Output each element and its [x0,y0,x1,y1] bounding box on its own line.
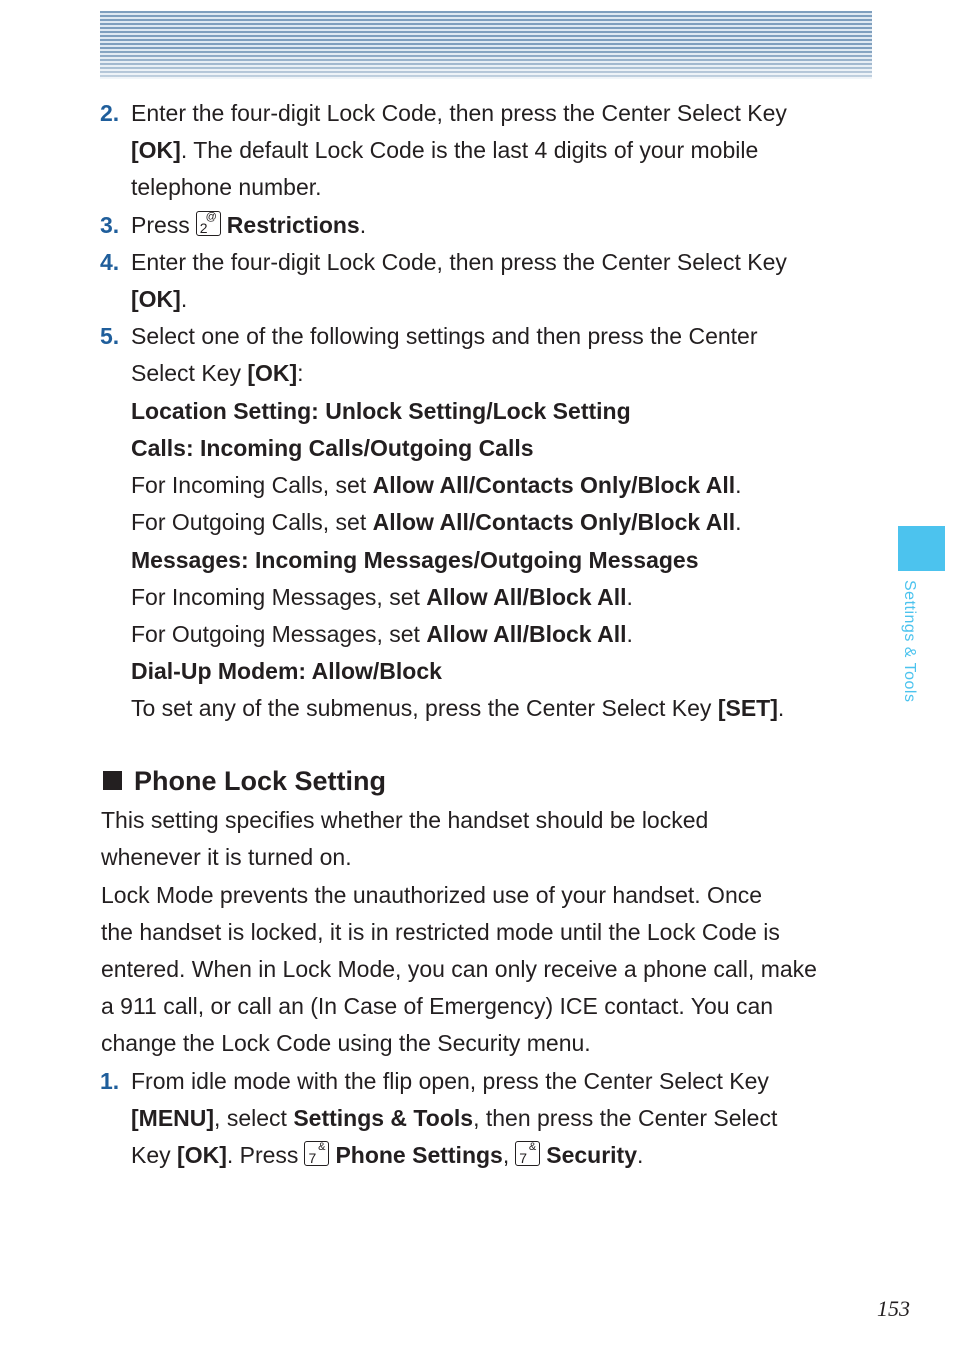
option-heading: Location Setting: Unlock Setting/Lock Setting [131,398,631,424]
keypad-7-icon: 7 & [515,1141,540,1166]
paragraph-line: change the Lock Code using the Security menu. [101,1030,591,1056]
step-number: 2. [100,100,120,126]
section-label: Settings & Tools [901,580,918,703]
header-band [100,11,872,79]
keypad-2-icon: 2 @ [196,211,221,236]
option-heading: Calls: Incoming Calls/Outgoing Calls [131,435,534,461]
step-number: 3. [100,212,120,238]
step-text: Enter the four-digit Lock Code, then press the Center Select Key [131,100,787,126]
paragraph-line: whenever it is turned on. [101,844,352,870]
step-text: From idle mode with the flip open, press the Center Select Key [131,1068,769,1094]
step-text: Enter the four-digit Lock Code, then press the Center Select Key [131,249,787,275]
paragraph-line: a 911 call, or call an (In Case of Emergency) ICE contact. You can [101,993,774,1019]
step-text: [OK]. [131,286,188,312]
paragraph-line: This setting specifies whether the handset should be locked [101,807,709,833]
step-text: Select one of the following settings and then press the Center [131,323,758,349]
step-text: Select Key [OK]: [131,360,304,386]
option-detail: To set any of the submenus, press the Center Select Key [SET]. [131,695,785,721]
step-text: Key [OK]. Press 7 & Phone Settings, 7 & Security. [131,1141,644,1168]
option-detail: For Outgoing Calls, set Allow All/Contacts Only/Block All. [131,509,742,535]
keypad-7-icon: 7 & [304,1141,329,1166]
option-detail: For Incoming Calls, set Allow All/Contacts Only/Block All. [131,472,742,498]
paragraph-line: Lock Mode prevents the unauthorized use of your handset. Once [101,882,763,908]
step-text: telephone number. [131,174,322,200]
page-number: 153 [877,1296,910,1321]
option-detail: For Outgoing Messages, set Allow All/Block All. [131,621,633,647]
step-text: [MENU], select Settings & Tools, then press the Center Select [131,1105,778,1131]
section-title: Phone Lock Setting [103,764,386,798]
step-text: Press 2 @ Restrictions. [131,211,367,238]
option-detail: For Incoming Messages, set Allow All/Block All. [131,584,633,610]
option-heading: Messages: Incoming Messages/Outgoing Messages [131,547,699,573]
option-heading: Dial-Up Modem: Allow/Block [131,658,442,684]
step-number: 4. [100,249,120,275]
square-bullet-icon [103,771,122,790]
step-text: [OK]. The default Lock Code is the last 4 digits of your mobile [131,137,759,163]
section-tab [898,526,945,571]
step-number: 5. [100,323,120,349]
paragraph-line: the handset is locked, it is in restricted mode until the Lock Code is [101,919,780,945]
paragraph-line: entered. When in Lock Mode, you can only receive a phone call, make [101,956,817,982]
step-number: 1. [100,1068,120,1094]
